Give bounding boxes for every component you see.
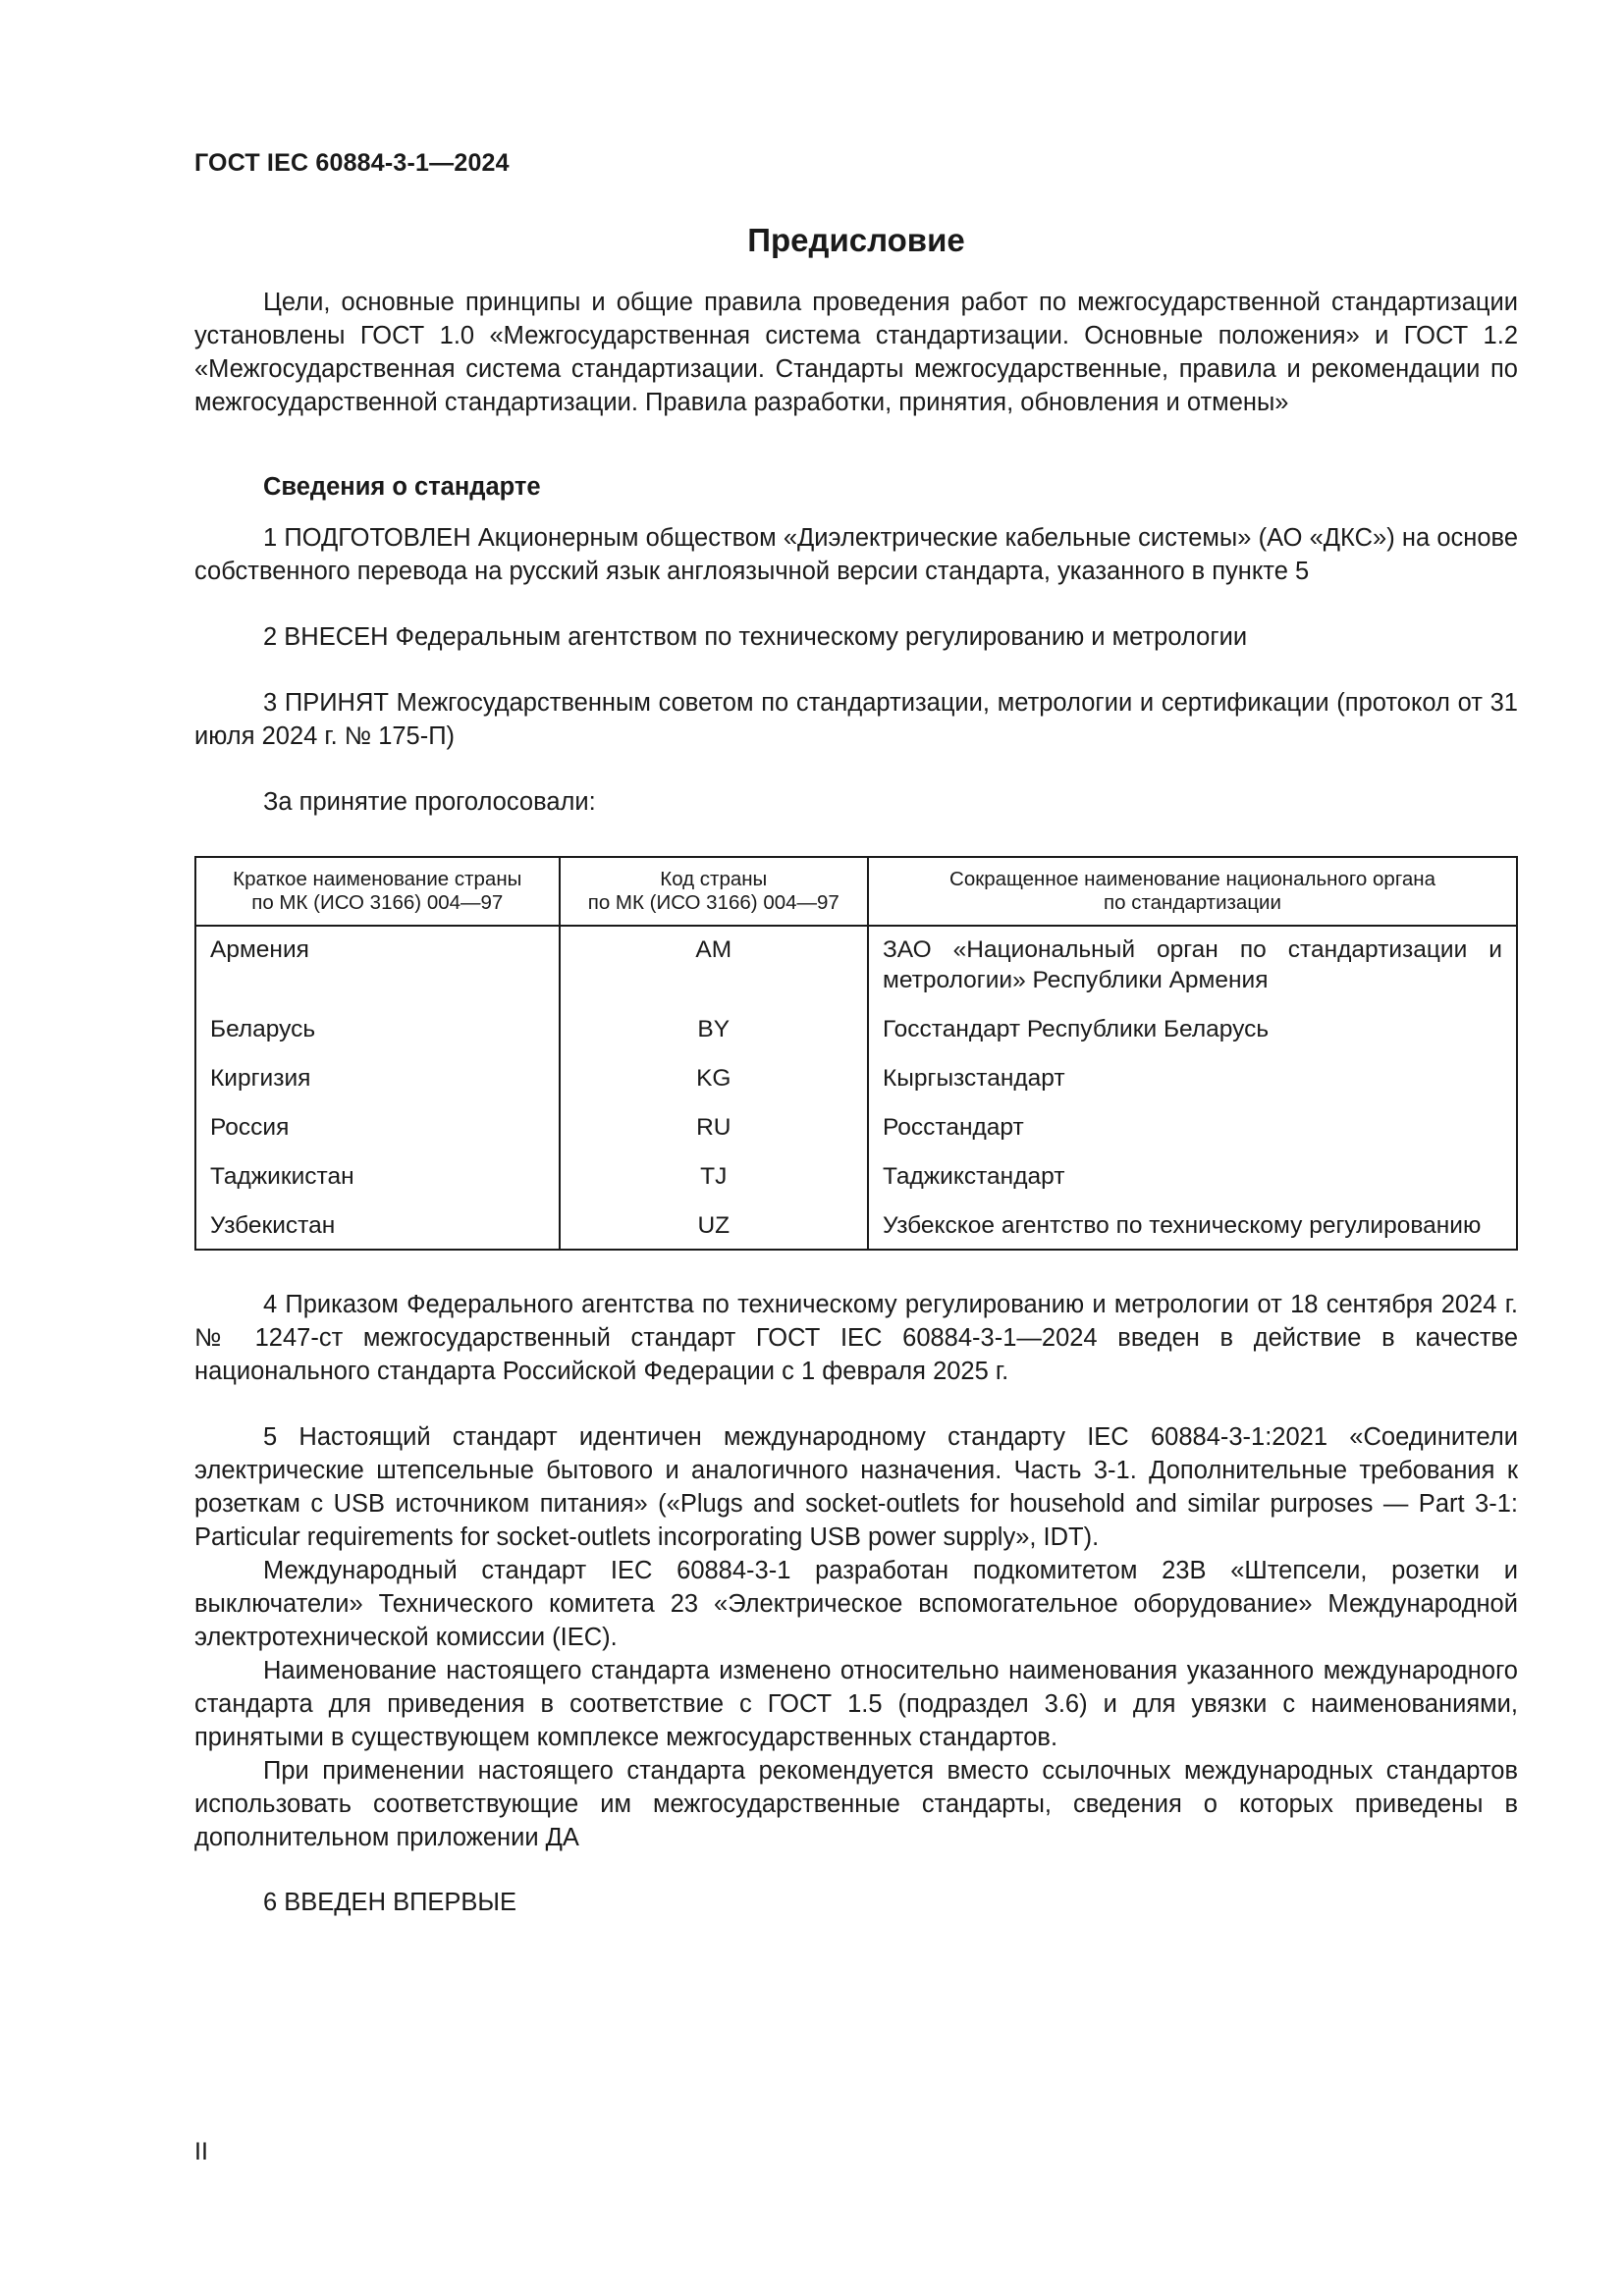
item-5-name-change-paragraph: Наименование настоящего стандарта изменено относительно наименования указанного международного стандарта для приведения в соответствие с ГОСТ 1.5 (подраздел 3.6) и для увязки с наименованиями, принятыми в существующем комплексе межгосударственных стандартов. <box>194 1657 1518 1751</box>
table-row <box>195 1161 1517 1210</box>
page-title: Предисловие <box>747 222 965 258</box>
standard-code-header: ГОСТ IEC 60884-3-1—2024 <box>194 149 510 177</box>
body-cell: Узбекское агентство по техническому регулированию <box>868 1210 1517 1250</box>
item-5-references-paragraph: При применении настоящего стандарта рекомендуется вместо ссылочных международных стандартов использовать соответствующие им межгосударственные стандарты, сведения о которых приведены в дополнительном приложении ДА <box>194 1757 1518 1851</box>
code-cell: AM <box>560 926 868 1014</box>
body-cell: Таджикстандарт <box>868 1161 1517 1210</box>
body-cell: Госстандарт Республики Беларусь <box>868 1014 1517 1063</box>
header-country-code: Код страны по МК (ИСО 3166) 004—97 <box>560 857 868 926</box>
voted-label: За принятие проголосовали: <box>263 788 596 816</box>
body-cell: ЗАО «Национальный орган по стандартизации и метрологии» Республики Армения <box>868 926 1517 1014</box>
item-5-paragraph: 5 Настоящий стандарт идентичен международному стандарту IEC 60884-3-1:2021 «Соединители электрические штепсельные бытового и аналогичного назначения. Часть 3-1. Дополнительные требования к розеткам с USB источником питания» («Plugs and socket-outlets for household and similar purposes — Part 3-1: Particular requirements for socket-outlets incorporating USB power supply», IDT). <box>194 1423 1518 1551</box>
voting-countries-table <box>194 856 1518 1251</box>
code-cell: RU <box>560 1112 868 1161</box>
table-row <box>195 1210 1517 1250</box>
table-header-row <box>195 857 1517 926</box>
item-2-paragraph: 2 ВНЕСЕН Федеральным агентством по техническому регулированию и метрологии <box>263 623 1248 651</box>
country-cell: Узбекистан <box>195 1210 560 1250</box>
item-4-paragraph: 4 Приказом Федерального агентства по техническому регулированию и метрологии от 18 сентября 2024 г. № 1247-ст межгосударственный стандарт ГОСТ IEC 60884-3-1—2024 введен в действие в качестве национального стандарта Российской Федерации с 1 февраля 2025 г. <box>194 1291 1518 1385</box>
body-cell: Росстандарт <box>868 1112 1517 1161</box>
table-row <box>195 1014 1517 1063</box>
country-cell: Россия <box>195 1112 560 1161</box>
country-cell: Беларусь <box>195 1014 560 1063</box>
item-6-paragraph: 6 ВВЕДЕН ВПЕРВЫЕ <box>263 1889 517 1916</box>
code-cell: BY <box>560 1014 868 1063</box>
country-cell: Таджикистан <box>195 1161 560 1210</box>
header-country-name: Краткое наименование страны по МК (ИСО 3166) 004—97 <box>195 857 560 926</box>
intro-paragraph: Цели, основные принципы и общие правила проведения работ по межгосударственной стандартизации установлены ГОСТ 1.0 «Межгосударственная система стандартизации. Основные положения» и ГОСТ 1.2 «Межгосударственная система стандартизации. Стандарты межгосударственные, правила и рекомендации по межгосударственной стандартизации. Правила разработки, принятия, обновления и отмены» <box>194 289 1518 416</box>
code-cell: UZ <box>560 1210 868 1250</box>
table-row <box>195 1112 1517 1161</box>
country-cell: Армения <box>195 926 560 1014</box>
table-row <box>195 926 1517 1014</box>
item-3-paragraph: 3 ПРИНЯТ Межгосударственным советом по стандартизации, метрологии и сертификации (протокол от 31 июля 2024 г. № 175-П) <box>194 689 1518 750</box>
item-1-paragraph: 1 ПОДГОТОВЛЕН Акционерным обществом «Диэлектрические кабельные системы» (АО «ДКС») на основе собственного перевода на русский язык англоязычной версии стандарта, указанного в пункте 5 <box>194 524 1518 585</box>
item-5-committee-paragraph: Международный стандарт IEC 60884-3-1 разработан подкомитетом 23В «Штепсели, розетки и выключатели» Технического комитета 23 «Электрическое вспомогательное оборудование» Международной электротехнической комиссии (IEC). <box>194 1557 1518 1651</box>
country-cell: Киргизия <box>195 1063 560 1112</box>
code-cell: TJ <box>560 1161 868 1210</box>
code-cell: KG <box>560 1063 868 1112</box>
body-cell: Кыргызстандарт <box>868 1063 1517 1112</box>
header-national-body: Сокращенное наименование национального органа по стандартизации <box>868 857 1517 926</box>
page-number: II <box>194 2138 208 2165</box>
table-row <box>195 1063 1517 1112</box>
section-heading: Сведения о стандарте <box>263 473 541 501</box>
